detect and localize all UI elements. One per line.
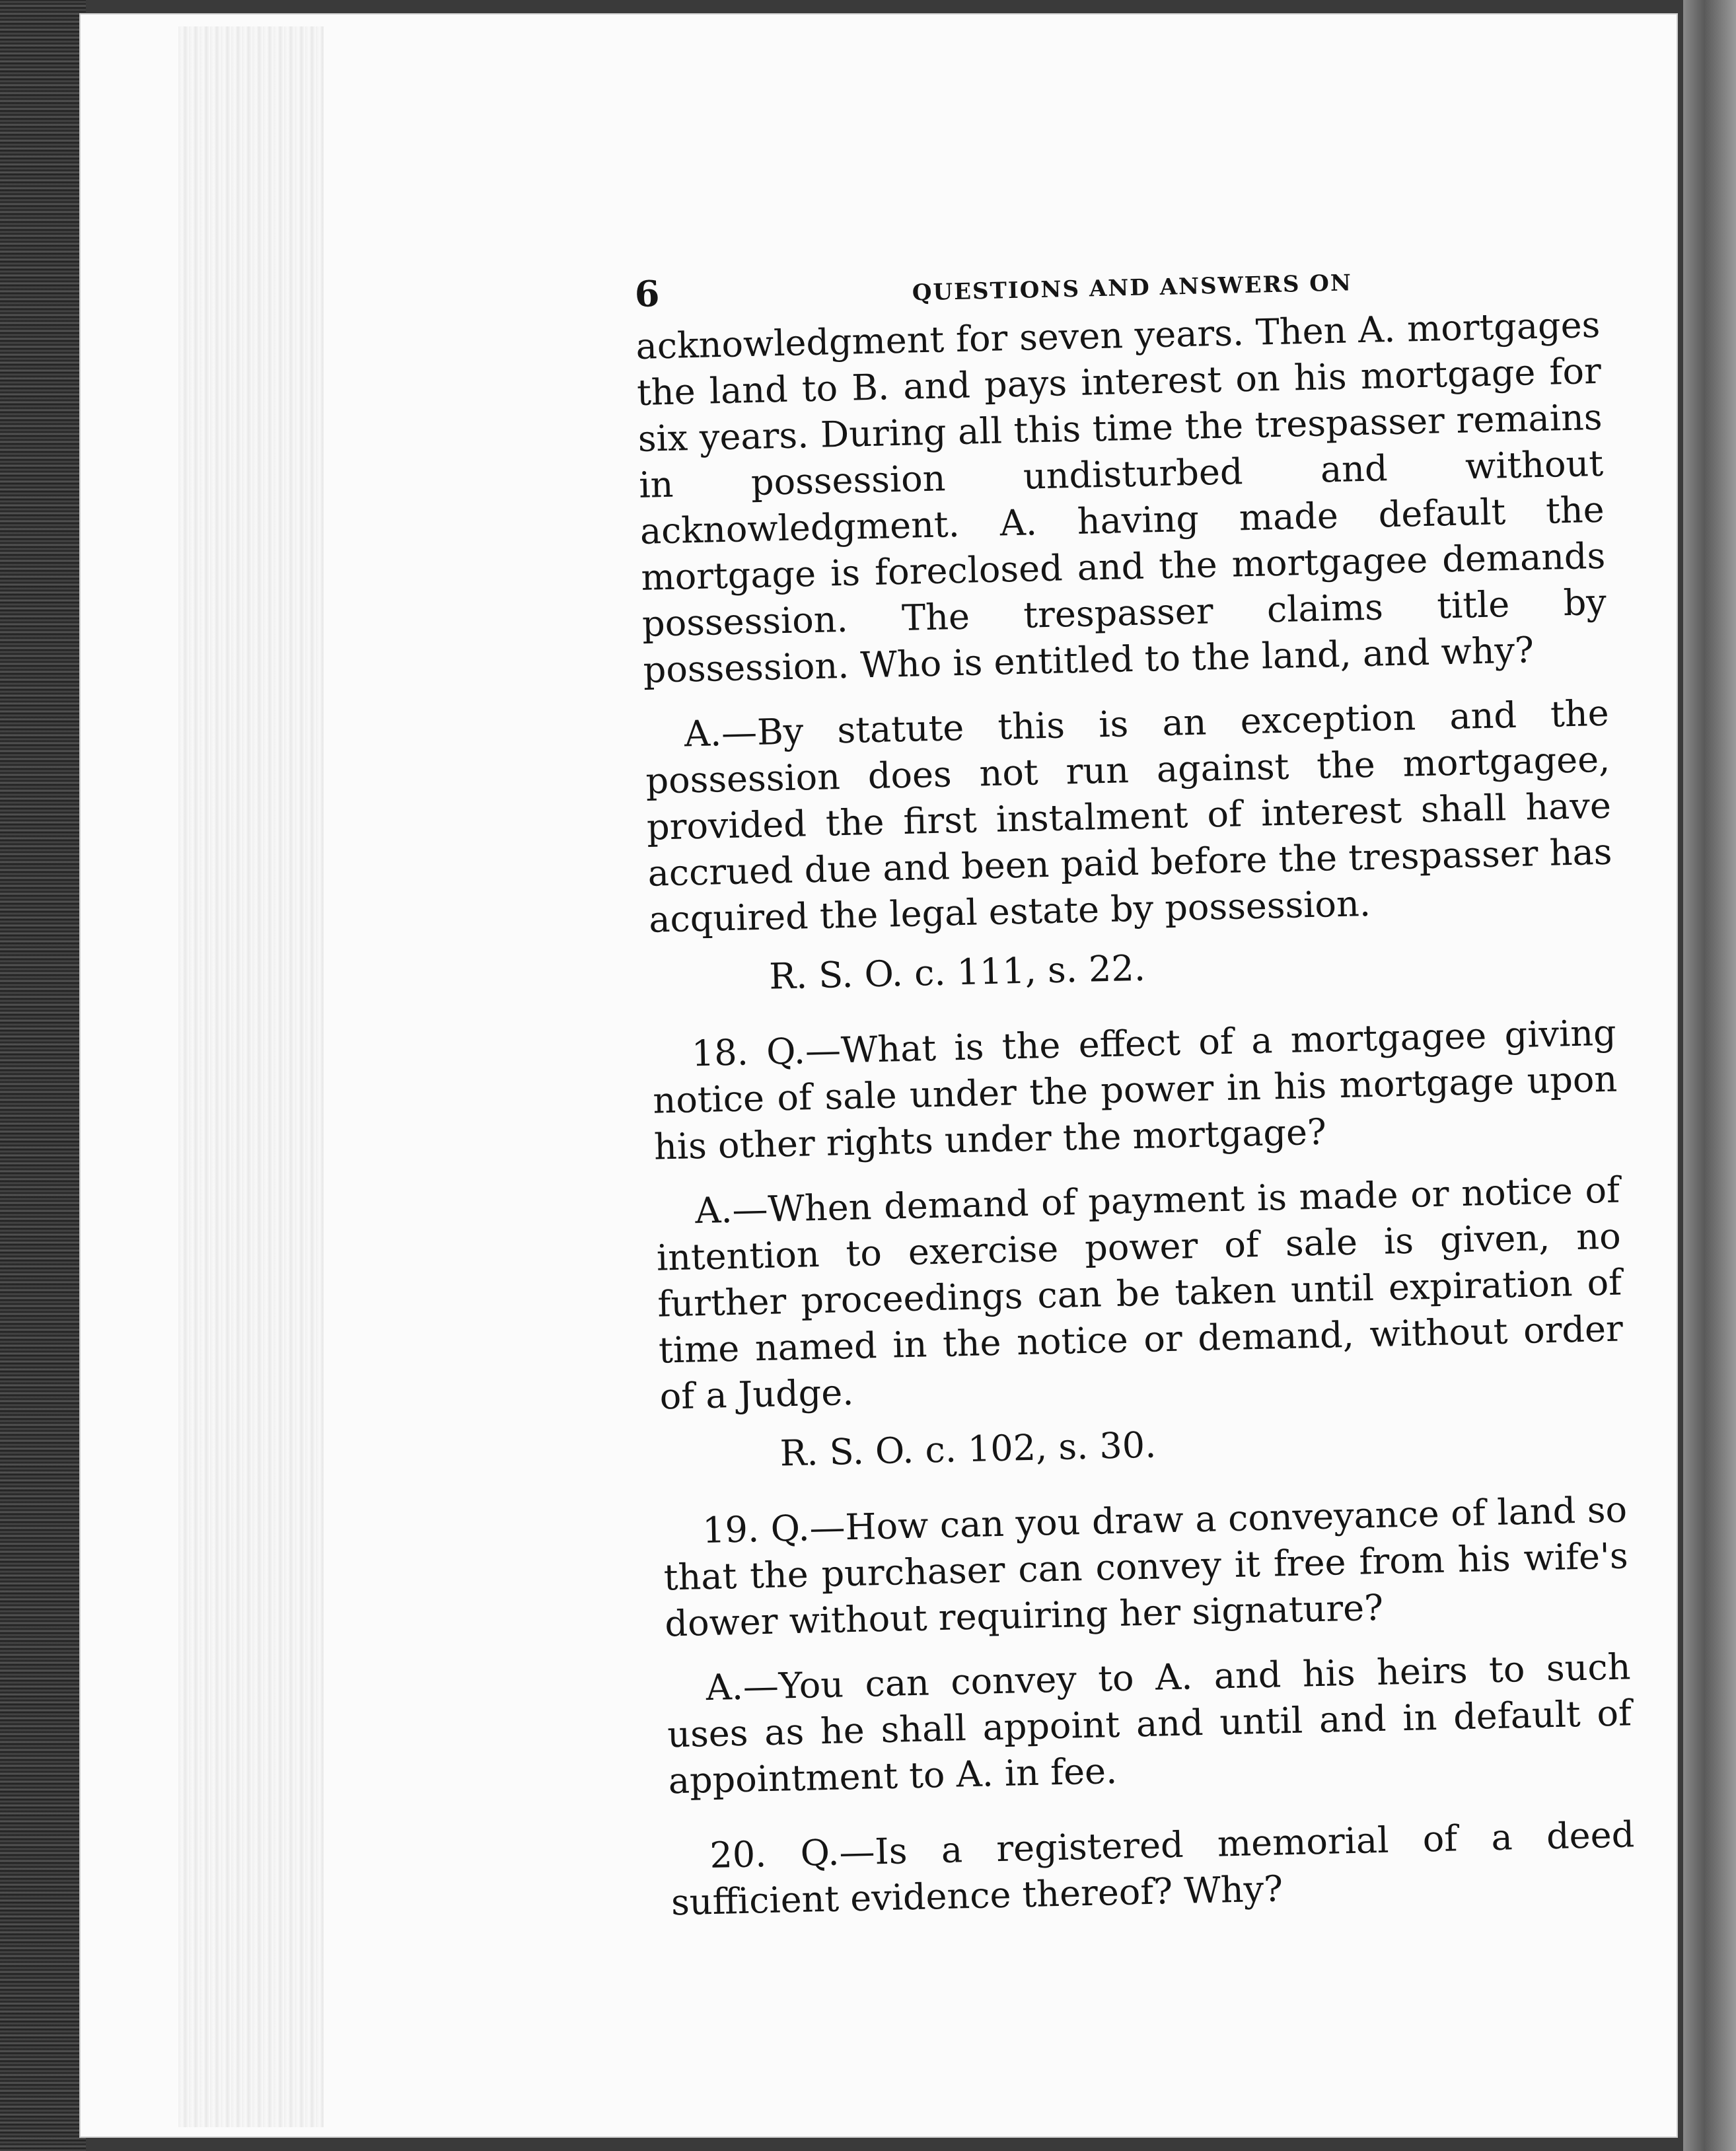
continuation-paragraph: acknowledgment for seven years. Then A. mortgages the land to B. and pays interest on his mortgage for six years. During all this time the trespasser remains in possession undisturbed and without acknowledgment. A. having made default the mortgage is foreclosed and the mortgagee demands possession. The trespasser claims title by possession. Who is entitled to the land, and why?	[635, 303, 1607, 691]
answer-17: A.—By statute this is an exception and the possession does not run against the mortgagee, provided the first instalment of interest shall have accrued due and been paid before the trespasser has acquired the legal estate by possession.	[645, 692, 1613, 941]
answer-18: A.—When demand of payment is made or notice of intention to exercise power of sale is given, no further proceedings can be taken until expiration of time named in the notice or demand, without order of a Judge.	[656, 1169, 1624, 1418]
question-19: 19. Q.—How can you draw a conveyance of land so that the purchaser can convey it free from his wife's dower without requiring her signature?	[663, 1488, 1629, 1645]
page-text	[634, 249, 1636, 1926]
book-spine	[0, 0, 86, 2151]
running-title: QUESTIONS AND ANSWERS ON	[912, 270, 1353, 307]
answer-19: A.—You can convey to A. and his heirs to such uses as he shall appoint and until and in default of appointment to A. in fee.	[667, 1646, 1632, 1802]
question-20: 20. Q.—Is a registered memorial of a deed sufficient evidence thereof? Why?	[670, 1813, 1635, 1924]
page-edges	[178, 26, 324, 2127]
question-18: 18. Q.—What is the effect of a mortgagee giving notice of sale under the power in his mortgage upon his other rights under the mortgage?	[652, 1011, 1618, 1168]
citation-17: R. S. O. c. 111, s. 22.	[768, 947, 1146, 998]
book-cover-edge	[1683, 0, 1736, 2151]
page-number: 6	[634, 272, 661, 315]
citation-18: R. S. O. c. 102, s. 30.	[779, 1424, 1157, 1475]
